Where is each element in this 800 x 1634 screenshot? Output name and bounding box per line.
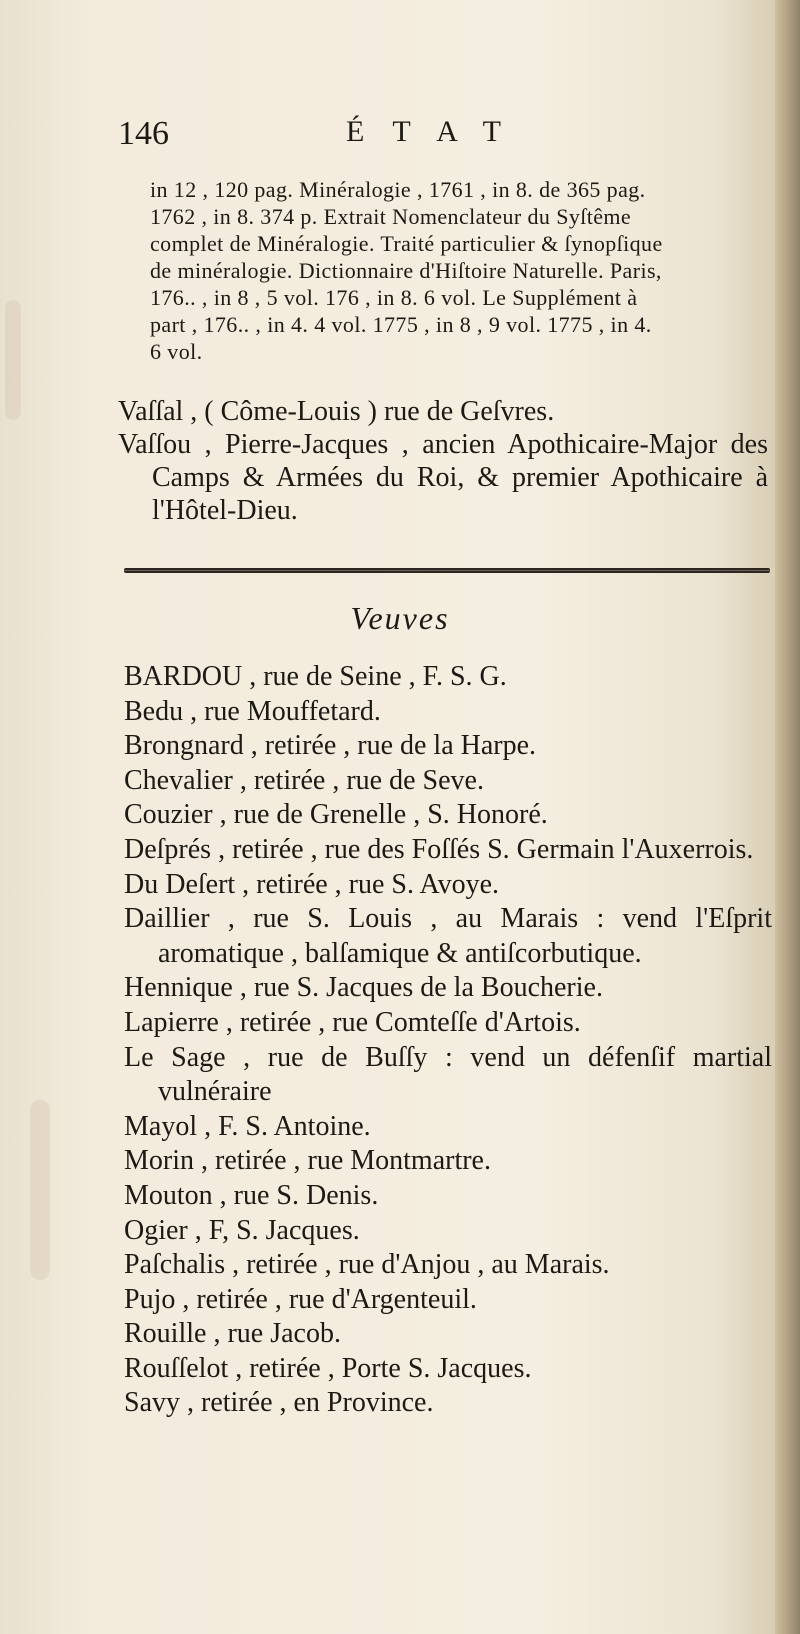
bibliography-note	[150, 176, 770, 365]
bibliography-line: de minéralogie. Dictionnaire d'Hiſtoire Naturelle. Paris,	[150, 258, 662, 283]
widow-entry: Deſprés , retirée , rue des Foſſés S. Germain l'Auxerrois.	[124, 833, 754, 865]
page-edge	[775, 0, 800, 1634]
widow-entry: Hennique , rue S. Jacques de la Boucherie.	[124, 972, 603, 1004]
widow-entry: Brongnard , retirée , rue de la Harpe.	[124, 730, 537, 762]
widow-entry: Morin , retirée , rue Montmartre.	[124, 1145, 491, 1177]
bibliography-line: 1762 , in 8. 374 p. Extrait Nomenclateur du Syſtême	[150, 204, 632, 229]
widow-entry: Ogier , F, S. Jacques.	[124, 1214, 360, 1246]
entry-vassou: Vaſſou , Pierre-Jacques , ancien Apothicaire-Major des Camps & Armées du Roi, & premier Apothicaire à l'Hôtel-Dieu.	[118, 429, 768, 526]
widow-entry: Bedu , rue Mouffetard.	[124, 695, 381, 727]
widow-entry: Mouton , rue S. Denis.	[124, 1179, 379, 1211]
bibliography-line: 176.. , in 8 , 5 vol. 176 , in 8. 6 vol. Le Supplément à	[150, 285, 638, 310]
widow-entry: Mayol , F. S. Antoine.	[124, 1110, 371, 1142]
apothecary-entries	[118, 395, 768, 527]
bibliography-line: 6 vol.	[150, 339, 203, 364]
bibliography-line: complet de Minéralogie. Traité particulier & ſynopſique	[150, 231, 663, 256]
page-number: 146	[118, 115, 169, 152]
widow-entry: Le Sage , rue de Buſſy : vend un défenſif martial vulnéraire	[124, 1041, 772, 1108]
widow-entry: Chevalier , retirée , rue de Seve.	[124, 764, 484, 796]
entry-vassal: Vaſſal , ( Côme-Louis ) rue de Geſvres.	[118, 396, 555, 427]
bibliography-line: in 12 , 120 pag. Minéralogie , 1761 , in 8. de 365 pag.	[150, 177, 646, 202]
widow-entry: Lapierre , retirée , rue Comteſſe d'Artois.	[124, 1006, 581, 1038]
widow-entry: Paſchalis , retirée , rue d'Anjou , au Marais.	[124, 1249, 610, 1281]
widow-entry: Couzier , rue de Grenelle , S. Honoré.	[124, 799, 548, 831]
widow-entry: Rouille , rue Jacob.	[124, 1318, 341, 1350]
widow-entry: Du Deſert , retirée , rue S. Avoye.	[124, 868, 500, 900]
widow-entry: Savy , retirée , en Province.	[124, 1387, 434, 1419]
widow-entry: Pujo , retirée , rue d'Argenteuil.	[124, 1283, 477, 1315]
section-title: Veuves	[350, 600, 450, 636]
running-title: ÉTAT	[346, 115, 529, 148]
widow-entry: Daillier , rue S. Louis , au Marais : vend l'Eſprit aromatique , balſamique & antiſcorbutique.	[124, 903, 772, 969]
section-rule	[124, 568, 770, 573]
bibliography-line: part , 176.. , in 4. 4 vol. 1775 , in 8 , 9 vol. 1775 , in 4.	[150, 312, 652, 337]
paper-stain	[30, 1100, 50, 1280]
widow-entry: BARDOU , rue de Seine , F. S. G.	[124, 661, 507, 692]
page-header	[118, 115, 778, 159]
widows-list	[124, 660, 772, 1421]
paper-stain	[5, 300, 21, 420]
widow-entry: Rouſſelot , retirée , Porte S. Jacques.	[124, 1352, 532, 1384]
